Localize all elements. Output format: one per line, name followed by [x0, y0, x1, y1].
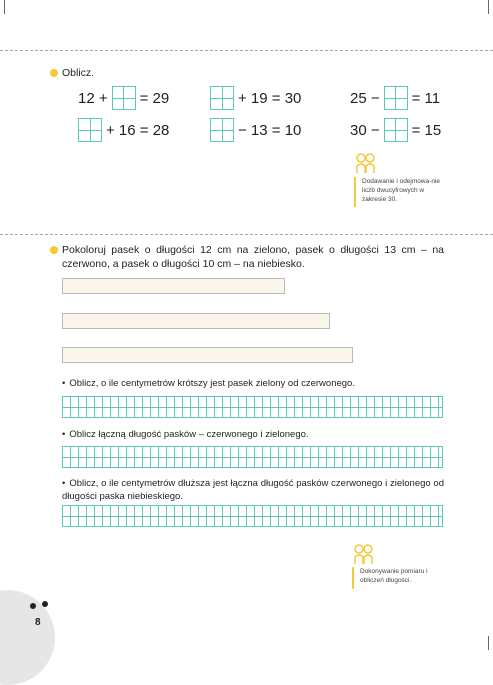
lightbulb-heads-icon — [354, 152, 378, 174]
question-1 — [62, 377, 442, 390]
equation-left: 30 − — [350, 121, 380, 139]
answer-box[interactable] — [384, 118, 408, 142]
bullet-point: • — [62, 478, 66, 489]
bullet-dot — [50, 246, 58, 254]
crop-mark — [488, 0, 489, 14]
question-text: Oblicz łączną długość pasków – czerwonego i zielonego. — [69, 429, 309, 440]
answer-grid[interactable] — [62, 505, 443, 527]
crop-mark — [4, 0, 5, 14]
equation-5 — [210, 118, 301, 142]
question-text: Oblicz, o ile centymetrów dłuższa jest łączna długość pasków czerwonego i zielonego od długości paska niebieskiego. — [62, 478, 444, 502]
bullet-point: • — [62, 378, 66, 389]
lightbulb-heads-icon — [352, 543, 376, 565]
strip-10cm[interactable] — [62, 347, 353, 363]
section-divider — [0, 50, 493, 51]
equation-right: − 13 = 10 — [238, 121, 302, 139]
instruction-oblicz: Oblicz. — [62, 67, 95, 79]
equation-1 — [78, 86, 169, 110]
equation-right: = 15 — [411, 121, 442, 139]
answer-grid[interactable] — [62, 446, 443, 468]
equation-right: + 16 = 28 — [106, 121, 170, 139]
strip-12cm[interactable] — [62, 278, 285, 294]
equation-4 — [78, 118, 169, 142]
bullet-dot — [50, 69, 58, 77]
mascot-eye — [30, 603, 36, 609]
answer-box[interactable] — [384, 86, 408, 110]
equation-left: 25 − — [350, 89, 380, 107]
equation-right: + 19 = 30 — [238, 89, 302, 107]
question-text: Oblicz, o ile centymetrów krótszy jest pasek zielony od czerwonego. — [69, 378, 355, 389]
equation-left: 12 + — [78, 89, 108, 107]
equation-right: = 29 — [139, 89, 170, 107]
question-2 — [62, 428, 442, 441]
page-number: 8 — [35, 617, 41, 628]
mascot-eye — [42, 601, 48, 607]
tip-note: Dodawanie i odejmowa-nie liczb dwucyfrowych w zakresie 30. — [354, 177, 444, 207]
bullet-point: • — [62, 429, 66, 440]
question-3 — [62, 477, 444, 503]
answer-box[interactable] — [210, 86, 234, 110]
section-divider — [0, 234, 493, 235]
instruction-pokoloruj: Pokoloruj pasek o długości 12 cm na zielono, pasek o długości 13 cm – na czerwono, a pasek o długości 10 cm – na niebiesko. — [62, 244, 444, 270]
equation-3 — [350, 86, 440, 110]
answer-box[interactable] — [112, 86, 136, 110]
answer-grid[interactable] — [62, 396, 443, 418]
tip-note: Dokonywanie pomiaru i obliczeń długości. — [352, 567, 432, 589]
equation-right: = 11 — [411, 89, 441, 107]
equation-2 — [210, 86, 301, 110]
answer-box[interactable] — [78, 118, 102, 142]
crop-mark — [488, 636, 489, 650]
answer-box[interactable] — [210, 118, 234, 142]
strip-13cm[interactable] — [62, 313, 330, 329]
equation-6 — [350, 118, 441, 142]
